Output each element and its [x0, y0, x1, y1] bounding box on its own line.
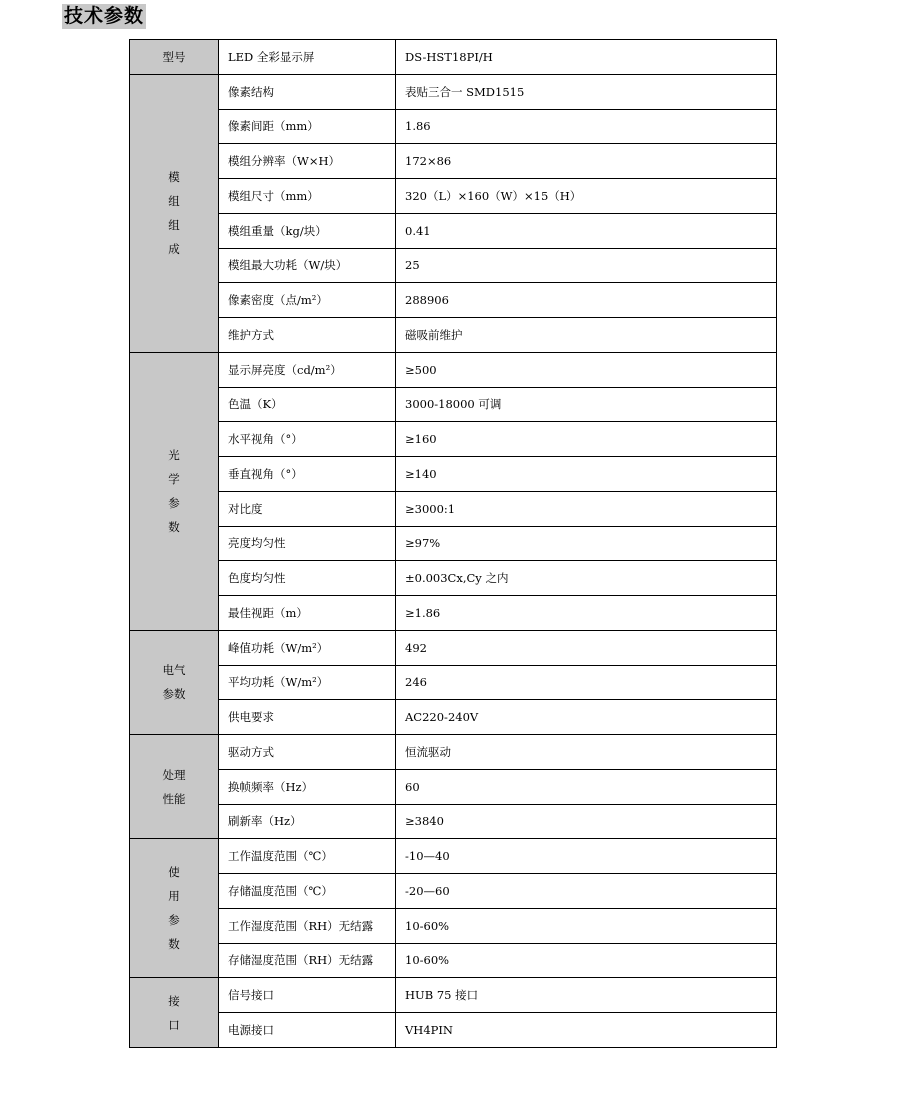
param-name-cell: 工作温度范围（℃）	[219, 839, 396, 874]
param-value-cell: -10—40	[396, 839, 777, 874]
category-cell	[130, 630, 219, 734]
param-value-cell: 60	[396, 769, 777, 804]
table-row	[130, 700, 777, 735]
param-value-cell: 磁吸前维护	[396, 318, 777, 353]
category-cell	[130, 978, 219, 1048]
page-title: 技术参数	[64, 5, 145, 27]
param-name-cell: 峰值功耗（W/m²）	[219, 630, 396, 665]
table-row	[130, 735, 777, 770]
param-value-cell: 10-60%	[396, 908, 777, 943]
table-row	[130, 908, 777, 943]
table-row	[130, 457, 777, 492]
table-row	[130, 1013, 777, 1048]
table-row	[130, 769, 777, 804]
param-name-cell: 信号接口	[219, 978, 396, 1013]
param-value-cell: AC220-240V	[396, 700, 777, 735]
param-name-cell: 对比度	[219, 491, 396, 526]
table-row	[130, 74, 777, 109]
param-name-cell: 供电要求	[219, 700, 396, 735]
table-row	[130, 596, 777, 631]
param-value-cell: ≥160	[396, 422, 777, 457]
param-value-cell: 246	[396, 665, 777, 700]
param-name-cell: 显示屏亮度（cd/m²）	[219, 352, 396, 387]
param-value-cell: ≥3840	[396, 804, 777, 839]
param-name-cell: 存储湿度范围（RH）无结露	[219, 943, 396, 978]
param-value-cell: 172×86	[396, 144, 777, 179]
param-name-cell: 驱动方式	[219, 735, 396, 770]
table-row	[130, 874, 777, 909]
param-value-cell: VH4PIN	[396, 1013, 777, 1048]
category-label: 使 用 参 数	[168, 865, 180, 952]
table-row	[130, 665, 777, 700]
param-value-cell: 25	[396, 248, 777, 283]
param-name-cell: 色度均匀性	[219, 561, 396, 596]
param-value-cell: -20—60	[396, 874, 777, 909]
table-row	[130, 804, 777, 839]
table-row	[130, 978, 777, 1013]
spec-table	[129, 39, 777, 1048]
param-name-cell: 像素结构	[219, 74, 396, 109]
table-row	[130, 213, 777, 248]
category-label: 模 组 组 成	[168, 170, 180, 257]
param-value-cell: 1.86	[396, 109, 777, 144]
param-name-cell: 像素间距（mm）	[219, 109, 396, 144]
param-name-cell: 工作湿度范围（RH）无结露	[219, 908, 396, 943]
param-name-cell: 色温（K）	[219, 387, 396, 422]
param-value-cell: 288906	[396, 283, 777, 318]
category-label: 型号	[162, 49, 186, 64]
param-value-cell: 表贴三合一 SMD1515	[396, 74, 777, 109]
category-cell	[130, 735, 219, 839]
table-row	[130, 630, 777, 665]
category-cell	[130, 352, 219, 630]
category-label: 电气 参数	[162, 663, 186, 702]
table-row	[130, 283, 777, 318]
param-value-cell: ≥500	[396, 352, 777, 387]
param-value-cell: 恒流驱动	[396, 735, 777, 770]
param-name-cell: 模组分辨率（W×H）	[219, 144, 396, 179]
param-value-cell: ≥3000:1	[396, 491, 777, 526]
table-row	[130, 839, 777, 874]
param-name-cell: 模组尺寸（mm）	[219, 179, 396, 214]
param-value-cell: 10-60%	[396, 943, 777, 978]
param-value-cell: ±0.003Cx,Cy 之内	[396, 561, 777, 596]
param-name-cell: 模组重量（kg/块）	[219, 213, 396, 248]
param-name-cell: 像素密度（点/m²）	[219, 283, 396, 318]
param-name-cell: 最佳视距（m）	[219, 596, 396, 631]
category-cell	[130, 74, 219, 352]
table-row	[130, 179, 777, 214]
category-label: 光 学 参 数	[168, 448, 180, 535]
param-name-cell: 亮度均匀性	[219, 526, 396, 561]
table-row	[130, 526, 777, 561]
table-row	[130, 491, 777, 526]
param-name-cell: 电源接口	[219, 1013, 396, 1048]
param-value-cell: 0.41	[396, 213, 777, 248]
param-name-cell: 模组最大功耗（W/块）	[219, 248, 396, 283]
param-value-cell: 320（L）×160（W）×15（H）	[396, 179, 777, 214]
param-value-cell: DS-HST18PI/H	[396, 40, 777, 75]
category-label: 接 口	[168, 993, 180, 1032]
category-label: 处理 性能	[162, 767, 186, 806]
param-value-cell: ≥97%	[396, 526, 777, 561]
table-row	[130, 561, 777, 596]
table-row	[130, 352, 777, 387]
param-name-cell: 存储温度范围（℃）	[219, 874, 396, 909]
param-value-cell: 3000-18000 可调	[396, 387, 777, 422]
table-row	[130, 40, 777, 75]
table-row	[130, 387, 777, 422]
table-row	[130, 422, 777, 457]
param-name-cell: 平均功耗（W/m²）	[219, 665, 396, 700]
table-row	[130, 248, 777, 283]
param-value-cell: ≥1.86	[396, 596, 777, 631]
spec-table-body	[130, 40, 777, 1048]
category-cell	[130, 839, 219, 978]
param-name-cell: 垂直视角（°）	[219, 457, 396, 492]
category-cell	[130, 40, 219, 75]
param-value-cell: 492	[396, 630, 777, 665]
param-name-cell: 换帧频率（Hz）	[219, 769, 396, 804]
table-row	[130, 144, 777, 179]
param-name-cell: LED 全彩显示屏	[219, 40, 396, 75]
param-name-cell: 维护方式	[219, 318, 396, 353]
table-row	[130, 943, 777, 978]
table-row	[130, 318, 777, 353]
table-row	[130, 109, 777, 144]
param-name-cell: 水平视角（°）	[219, 422, 396, 457]
param-name-cell: 刷新率（Hz）	[219, 804, 396, 839]
param-value-cell: HUB 75 接口	[396, 978, 777, 1013]
param-value-cell: ≥140	[396, 457, 777, 492]
